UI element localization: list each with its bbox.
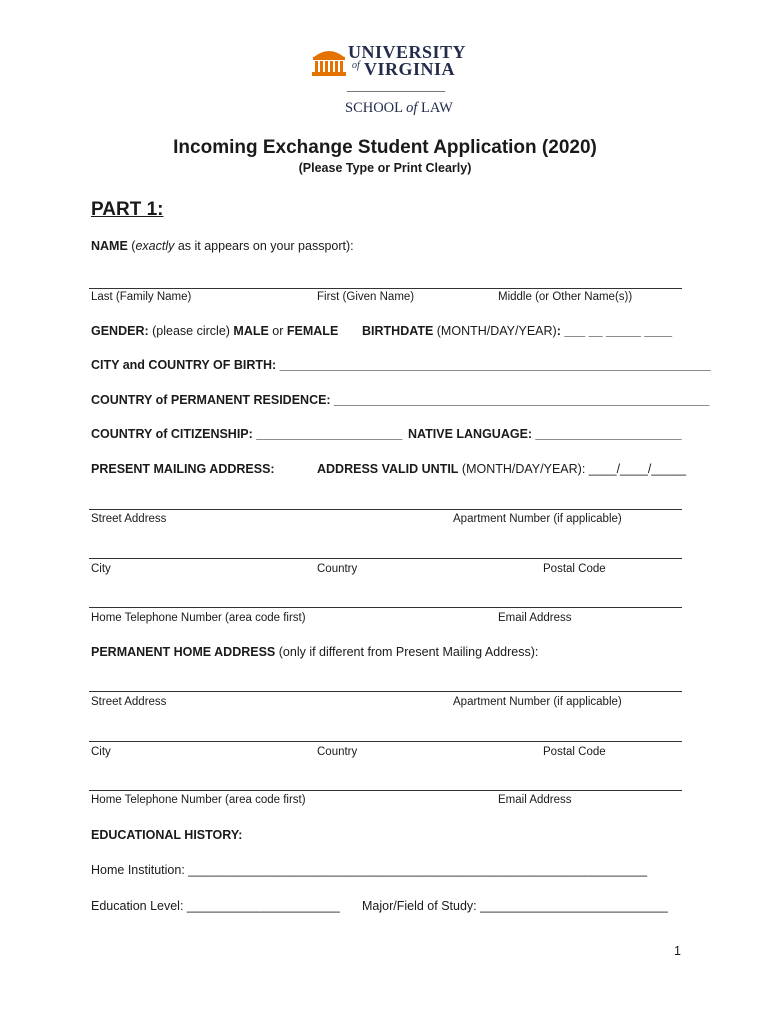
mailing-street-line[interactable]: [89, 509, 682, 510]
gender-or: or: [268, 324, 287, 338]
first-name-caption: First (Given Name): [317, 291, 415, 303]
name-label-exactly: exactly: [135, 239, 175, 253]
university-name-line1: UNIVERSITY: [348, 42, 467, 62]
gender-instruction: (please circle): [148, 324, 234, 338]
birthdate-format: (MONTH/DAY/YEAR): [433, 324, 557, 338]
name-label-open: (: [127, 239, 136, 253]
part-heading: PART 1:: [91, 199, 164, 220]
mailing-phone-line[interactable]: [89, 607, 682, 608]
gender-option-female[interactable]: FEMALE: [286, 324, 339, 338]
name-entry-line[interactable]: [89, 288, 682, 289]
permanent-home-note: (only if different from Present Mailing Address):: [275, 645, 539, 659]
city-country-birth-field[interactable]: CITY and COUNTRY OF BIRTH: ______________________________________________________________: [91, 358, 711, 372]
home-postal-caption: Postal Code: [543, 746, 606, 758]
permanent-residence-field[interactable]: COUNTRY of PERMANENT RESIDENCE: ______________________________________________________: [91, 393, 710, 407]
home-institution-field[interactable]: Home Institution: __________________________________________________________________: [91, 863, 648, 877]
home-street-line[interactable]: [89, 691, 682, 692]
mailing-address-heading: PRESENT MAILING ADDRESS:: [91, 462, 275, 476]
address-valid-until-field[interactable]: [317, 462, 686, 476]
home-country-caption: Country: [317, 746, 358, 758]
rotunda-icon: [312, 45, 346, 77]
law-word: LAW: [421, 100, 453, 116]
mailing-email-caption: Email Address: [498, 612, 572, 624]
education-heading: EDUCATIONAL HISTORY:: [91, 828, 243, 842]
home-apartment-caption: Apartment Number (if applicable): [453, 696, 622, 708]
birthdate-colon: :: [556, 324, 561, 338]
page-number: 1: [674, 944, 681, 958]
page-subtitle: (Please Type or Print Clearly): [298, 161, 472, 175]
middle-name-caption: Middle (or Other Name(s)): [498, 291, 633, 303]
mailing-city-line[interactable]: [89, 558, 682, 559]
mailing-city-caption: City: [91, 563, 111, 575]
home-city-line[interactable]: [89, 741, 682, 742]
mailing-phone-caption: Home Telephone Number (area code first): [91, 612, 306, 624]
permanent-home-label: PERMANENT HOME ADDRESS: [91, 645, 276, 659]
gender-label: GENDER:: [91, 324, 149, 338]
mailing-country-caption: Country: [317, 563, 358, 575]
education-level-field[interactable]: Education Level: ______________________: [91, 899, 340, 913]
gender-option-male[interactable]: MALE: [233, 324, 269, 338]
gender-field[interactable]: [91, 324, 338, 338]
school-of-word: of: [406, 100, 418, 116]
page-title: Incoming Exchange Student Application (2020): [173, 137, 597, 158]
mailing-postal-caption: Postal Code: [543, 563, 606, 575]
address-valid-label: ADDRESS VALID UNTIL: [317, 462, 459, 476]
name-instruction: [91, 239, 354, 253]
university-name-line2: VIRGINIA: [364, 59, 456, 79]
major-field[interactable]: Major/Field of Study: ___________________________: [362, 899, 668, 913]
last-name-caption: Last (Family Name): [91, 291, 192, 303]
address-valid-format[interactable]: (MONTH/DAY/YEAR): ____/____/_____: [458, 462, 687, 476]
logo-divider: [347, 91, 445, 92]
birthdate-blank[interactable]: ___ __ _____ ____: [560, 324, 673, 338]
home-city-caption: City: [91, 746, 111, 758]
birthdate-field[interactable]: [362, 324, 672, 338]
school-word: SCHOOL: [345, 100, 403, 116]
native-language-field[interactable]: NATIVE LANGUAGE: _____________________: [408, 427, 682, 441]
name-label: NAME: [91, 239, 128, 253]
university-name-of: of: [352, 60, 360, 71]
school-of-law-wordmark: [345, 100, 453, 117]
home-street-caption: Street Address: [91, 696, 167, 708]
birthdate-label: BIRTHDATE: [362, 324, 434, 338]
home-phone-caption: Home Telephone Number (area code first): [91, 794, 306, 806]
name-label-rest: as it appears on your passport):: [174, 239, 354, 253]
permanent-home-heading: [91, 645, 538, 659]
mailing-apartment-caption: Apartment Number (if applicable): [453, 513, 622, 525]
home-phone-line[interactable]: [89, 790, 682, 791]
citizenship-field[interactable]: COUNTRY of CITIZENSHIP: _____________________: [91, 427, 403, 441]
mailing-street-caption: Street Address: [91, 513, 167, 525]
home-email-caption: Email Address: [498, 794, 572, 806]
